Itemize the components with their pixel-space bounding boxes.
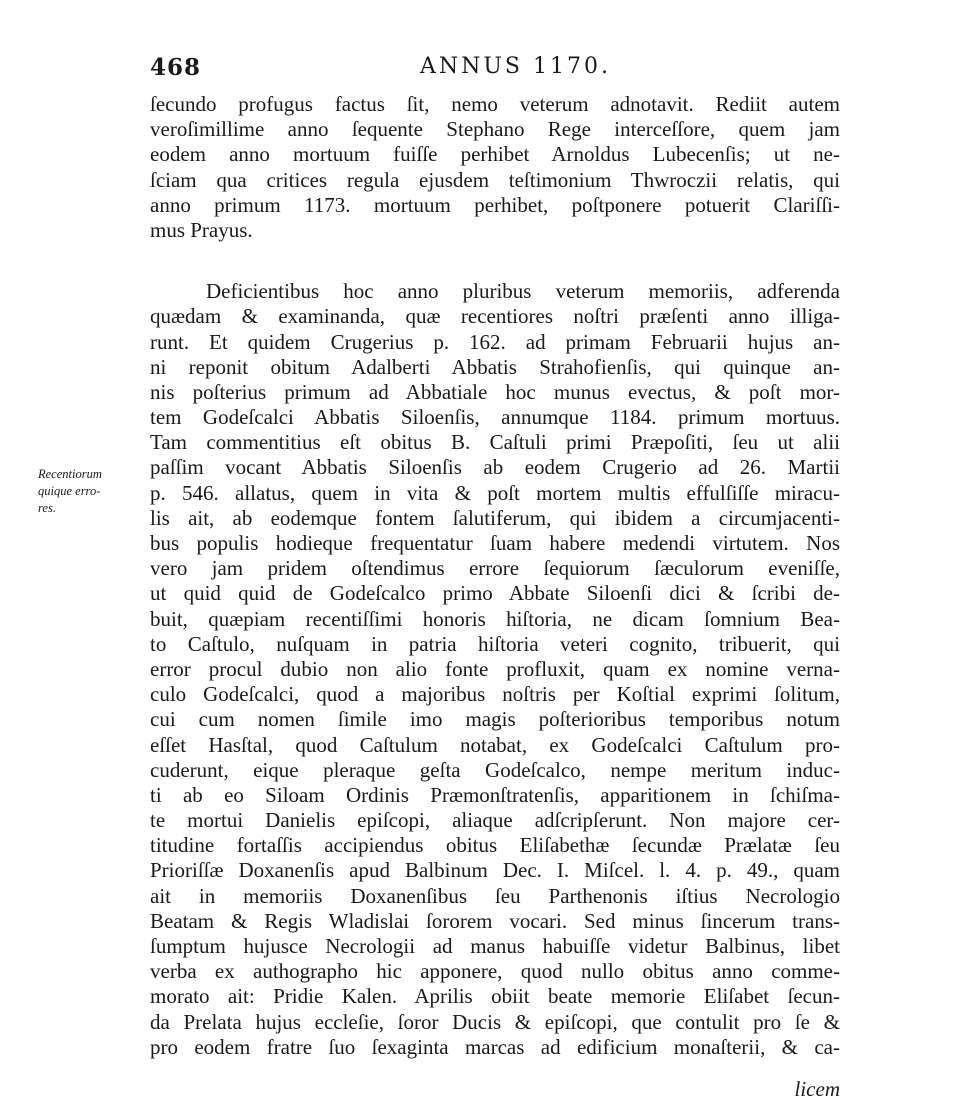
catchword: licem [794,1077,840,1101]
text-line: eodem anno mortuum fuiſſe perhibet Arnoldus Lubecenſis; ut ne- [150,142,840,167]
text-line: pro eodem fratre ſuo ſexaginta marcas ad edificium monaſterii, & ca- [150,1034,840,1059]
text-line: Prioriſſæ Doxanenſis apud Balbinum Dec. I. Miſcel. l. 4. p. 49., quam [150,858,840,883]
text-line: error procul dubio non alio fonte profluxit, quam ex nomine verna- [150,656,840,681]
paragraph-1 [150,92,840,243]
text-line: tem Godeſcalci Abbatis Siloenſis, annumque 1184. primum mortuus. [150,405,840,430]
margin-note [38,466,108,517]
text-line: titudine fortaſſis accipiendus obitus Eliſabethæ ſecundæ Prælatæ ſeu [150,833,840,858]
margin-note-line: quique erro- [38,484,101,498]
text-line: quædam & examinanda, quæ recentiores noſtri præſenti anno illiga- [150,304,840,329]
text-line: cuderunt, eique pleraque geſta Godeſcalco, nempe meritum induc- [150,757,840,782]
text-line: ni reponit obitum Adalberti Abbatis Strahofienſis, qui quinque an- [150,354,840,379]
text-line: p. 546. allatus, quem in vita & poſt mortem multis effulſiſſe miracu- [150,480,840,505]
page-number: 468 [150,54,202,81]
running-title: ANNUS 1170. [420,54,611,79]
text-line: ut quid quid de Godeſcalco primo Abbate Siloenſi dici & ſcribi de- [150,581,840,606]
text-line: culo Godeſcalci, quod a majoribus noſtris per Koſtial exprimi ſolitum, [150,682,840,707]
text-line: eſſet Hasſtal, quod Caſtulum notabat, ex Godeſcalci Caſtulum pro- [150,732,840,757]
text-line: cui cum nomen ſimile imo magis poſterioribus temporibus notum [150,707,840,732]
text-line: ſumptum hujusce Necrologii ad manus habuiſſe videtur Balbinus, libet [150,934,840,958]
text-line: mus Prayus. [150,217,253,242]
text-line: veroſimillime anno ſequente Stephano Rege interceſſore, quem jam [150,117,840,142]
text-line: bus populis hodieque frequentatur ſuam habere medendi virtutem. Nos [150,531,840,555]
text-line: te mortui Danielis epiſcopi, aliaque adſcripſerunt. Non majore cer- [150,808,840,833]
text-line: morato ait: Pridie Kalen. Aprilis obiit beate memorie Eliſabet ſecun- [150,984,840,1009]
text-line: Tam commentitius eſt obitus B. Caſtuli primi Præpoſiti, ſeu ut alii [150,430,840,455]
text-line: ſecundo profugus factus ſit, nemo veterum adnotavit. Rediit autem [150,92,840,116]
text-line: ait in memoriis Doxanenſibus ſeu Parthenonis iſtius Necrologio [150,883,840,908]
text-line: Deficientibus hoc anno pluribus veterum memoriis, adferenda [206,279,840,304]
margin-note-line: Recentiorum [38,467,102,481]
paragraph-2 [150,279,840,1060]
text-line: vero jam pridem oſtendimus errore ſequiorum ſæculorum eveniſſe, [150,556,840,581]
text-line: buit, quæpiam recentiſſimi honoris hiſtoria, ne dicam ſomnium Bea- [150,606,840,631]
text-line: ſciam qua critices regula ejusdem teſtimonium Thwroczii relatis, qui [150,167,840,192]
text-line: lis ait, ab eodemque fontem ſalutiferum, qui ibidem a circumjacenti- [150,505,840,530]
text-line: verba ex authographo hic apponere, quod nullo obitus anno comme- [150,959,840,984]
text-line: ti ab eo Siloam Ordinis Præmonſtratenſis, apparitionem in ſchiſma- [150,782,840,807]
text-line: paſſim vocant Abbatis Siloenſis ab eodem Crugerio ad 26. Martii [150,455,840,480]
text-line: to Caſtulo, nuſquam in patria hiſtoria veteri cognito, tribuerit, qui [150,631,840,656]
text-line: da Prelata hujus eccleſie, ſoror Ducis & epiſcopi, que contulit pro ſe & [150,1009,840,1034]
text-line: runt. Et quidem Crugerius p. 162. ad primam Februarii hujus an- [150,329,840,354]
page-header [150,52,840,92]
text-line: nis poſterius primum ad Abbatiale hoc munus evectus, & poſt mor- [150,379,840,404]
text-line: anno primum 1173. mortuum perhibet, poſtponere potuerit Clariſſi- [150,192,840,217]
body-text [150,92,840,1060]
margin-note-line: res. [38,501,56,515]
text-line: Beatam & Regis Wladislai ſororem vocari. Sed minus ſincerum trans- [150,908,840,933]
